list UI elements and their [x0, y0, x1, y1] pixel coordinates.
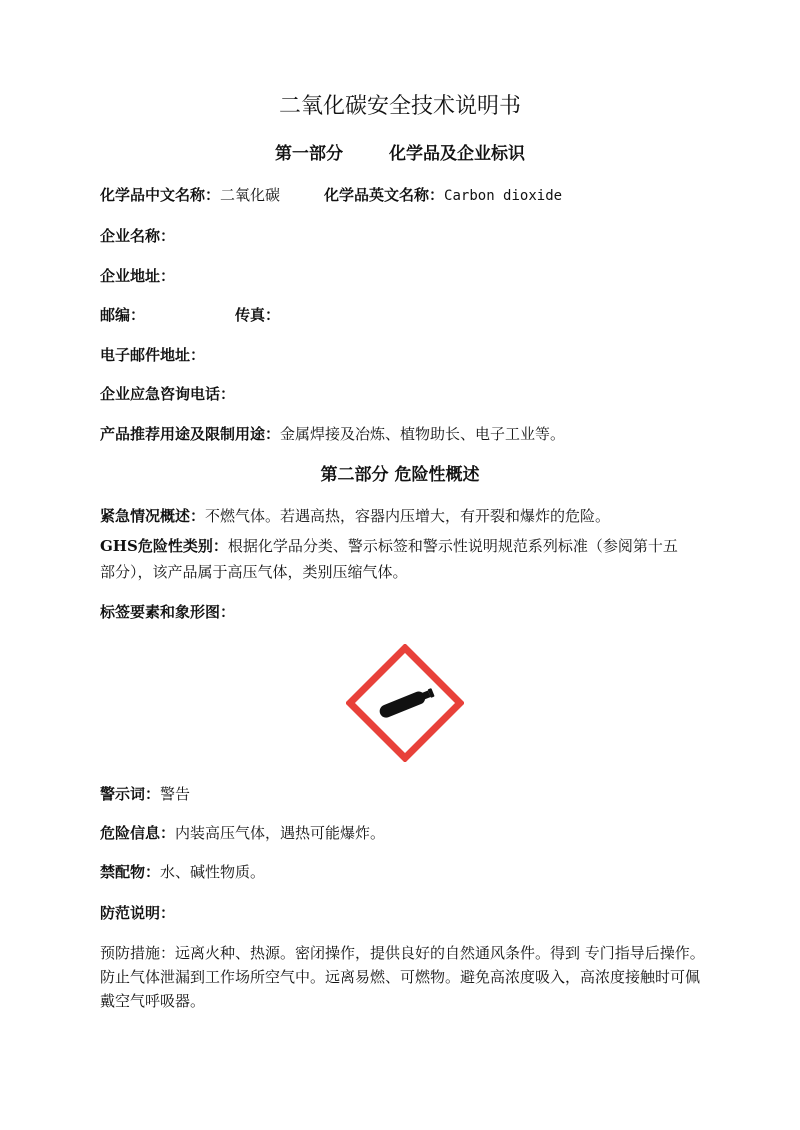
emergency-overview-value: 不燃气体。若遇高热，容器内压增大，有开裂和爆炸的危险。 — [205, 507, 611, 525]
postcode-label: 邮编： — [100, 306, 146, 324]
incompatible-row — [100, 861, 265, 883]
emergency-overview-row — [100, 505, 610, 527]
precaution-label: 防范说明： — [100, 904, 176, 922]
emergency-overview-label: 紧急情况概述： — [100, 507, 206, 525]
part1-title: 化学品及企业标识 — [389, 144, 525, 164]
company-address-label: 企业地址： — [100, 267, 176, 285]
hazard-info-label: 危险信息： — [100, 824, 176, 842]
part2-heading: 第二部分 危险性概述 — [320, 465, 480, 485]
ghs-class-row — [100, 535, 678, 557]
ghs-class-label: GHS危险性类别： — [100, 537, 228, 555]
postcode-fax-row — [100, 304, 280, 326]
hazard-info-value: 内装高压气体，遇热可能爆炸。 — [175, 824, 386, 842]
cn-name-label: 化学品中文名称： — [100, 186, 221, 204]
prevention-paragraph: 预防措施：远离火种、热源。密闭操作，提供良好的自然通风条件。得到 专门指导后操作。防止气体泄漏到工作场所空气中。远离易燃、可燃物。避免高浓度吸入，高浓度接触时可佩戴空气呼吸器。 — [100, 944, 705, 1010]
usage-row — [100, 423, 565, 445]
incompatible-value: 水、碱性物质。 — [160, 863, 266, 881]
part1-heading — [0, 142, 800, 166]
ghs-class-value-1: 根据化学品分类、警示标签和警示性说明规范系列标准（参阅第十五 — [227, 537, 678, 555]
chemical-names-row — [100, 184, 562, 207]
label-elements-label: 标签要素和象形图： — [100, 603, 236, 621]
part1-label: 第一部分 — [275, 144, 343, 164]
signal-word-label: 警示词： — [100, 785, 161, 803]
gas-cylinder-icon — [346, 644, 464, 762]
cn-name-value: 二氧化碳 — [220, 186, 281, 204]
emergency-hotline-label: 企业应急咨询电话： — [100, 385, 236, 403]
hazard-info-row — [100, 822, 385, 844]
signal-word-row — [100, 783, 190, 805]
company-name-label: 企业名称： — [100, 227, 176, 245]
signal-word-value: 警告 — [160, 785, 191, 803]
fax-label: 传真： — [235, 306, 281, 324]
en-name-value: Carbon dioxide — [444, 188, 563, 204]
email-label: 电子邮件地址： — [100, 346, 206, 364]
en-name-label: 化学品英文名称： — [324, 186, 445, 204]
ghs-class-value-2: 部分），该产品属于高压气体，类别压缩气体。 — [100, 563, 408, 581]
usage-label: 产品推荐用途及限制用途： — [100, 425, 281, 443]
usage-value: 金属焊接及冶炼、植物助长、电子工业等。 — [280, 425, 566, 443]
incompatible-label: 禁配物： — [100, 863, 161, 881]
document-title: 二氧化碳安全技术说明书 — [278, 94, 521, 119]
